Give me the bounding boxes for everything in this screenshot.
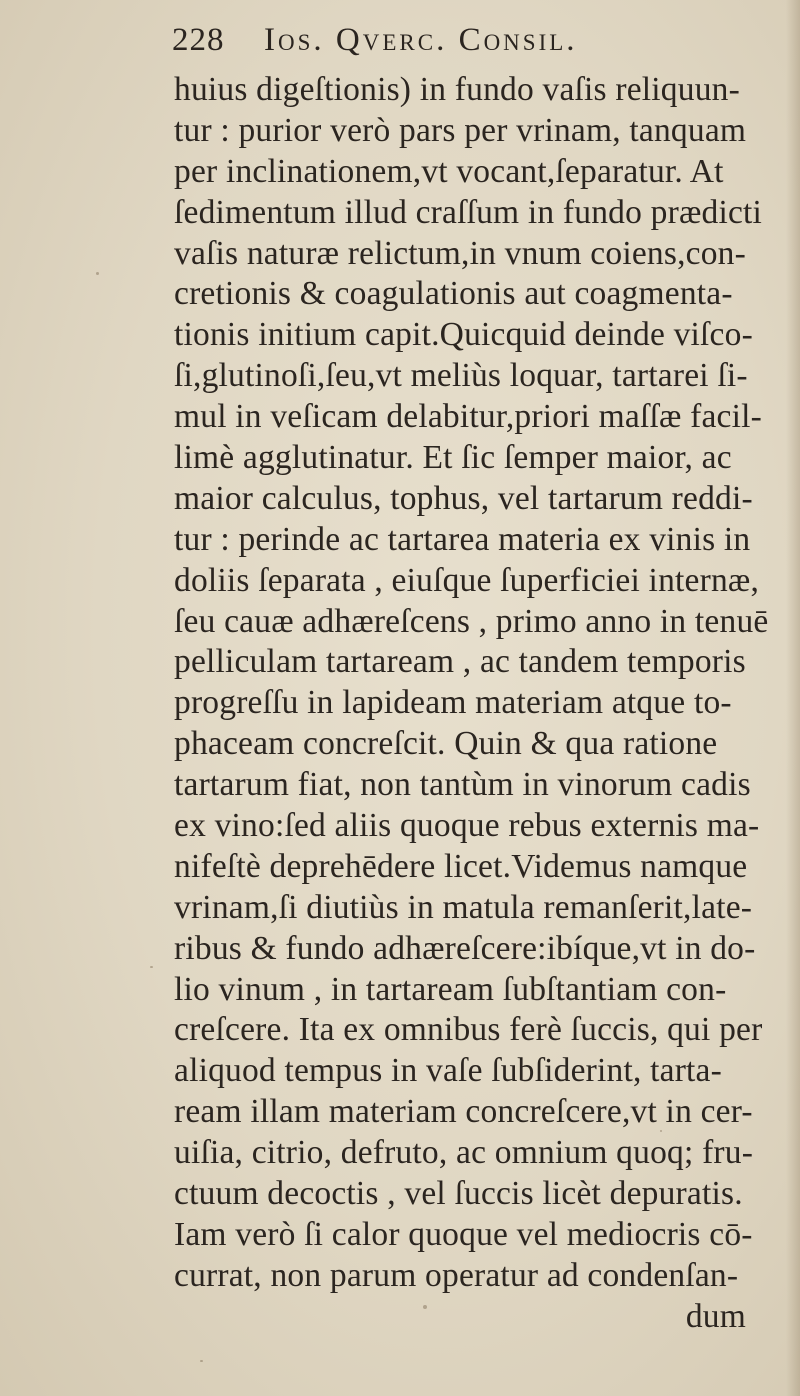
text-line: tionis initium capit.Quicquid deinde viſco- (174, 316, 753, 354)
text-line: ſedimentum illud craſſum in fundo prædicti (174, 193, 763, 231)
text-line: per inclinationem,vt vocant,ſeparatur. At (174, 152, 724, 190)
text-line: ctuum decoctis , vel ſuccis licèt depuratis. (174, 1175, 743, 1213)
text-line: ex vino:ſed aliis quoque rebus externis ma- (174, 807, 760, 845)
text-line: limè agglutinatur. Et ſic ſemper maior, ac (174, 439, 732, 477)
running-head-title: Ios. Qverc. Consil. (264, 22, 578, 58)
text-line: aliquod tempus in vaſe ſubſiderint, tarta- (174, 1052, 722, 1090)
text-line: tur : perinde ac tartarea materia ex vinis in (174, 520, 751, 558)
text-line: vrinam,ſi diutiùs in matula remanſerit,late- (174, 888, 753, 926)
text-line: doliis ſeparata , eiuſque ſuperficiei internæ, (174, 561, 760, 599)
text-block (174, 70, 798, 1338)
text-line: uiſia, citrio, defruto, ac omnium quoq; fru- (174, 1134, 754, 1172)
text-line: vaſis naturæ relictum,in vnum coiens,con- (174, 234, 746, 272)
text-line: mul in veſicam delabitur,priori maſſæ facil- (174, 398, 762, 436)
page-number: 228 (172, 22, 225, 58)
text-line: lio vinum , in tartaream ſubſtantiam con- (174, 970, 727, 1008)
text-line: ribus & fundo adhæreſcere:ibíque,vt in do- (174, 929, 756, 967)
text-line: progreſſu in lapideam materiam atque to- (174, 684, 732, 722)
text-line: nifeſtè deprehēdere licet.Videmus namque (174, 847, 748, 885)
text-line: huius digeſtionis) in fundo vaſis reliquun- (174, 71, 740, 108)
running-header (172, 22, 732, 66)
text-line: pelliculam tartaream , ac tandem temporis (174, 643, 746, 681)
text-line: maior calculus, tophus, vel tartarum reddi- (174, 479, 753, 517)
text-line: Iam verò ſi calor quoque vel mediocris cō- (174, 1215, 753, 1253)
text-line: creſcere. Ita ex omnibus ferè ſuccis, qui per (174, 1011, 763, 1049)
text-line: currat, non parum operatur ad condenſan- (174, 1256, 739, 1294)
text-line: cretionis & coagulationis aut coagmenta- (174, 275, 733, 313)
text-line: ſi,glutinoſi,ſeu,vt meliùs loquar, tartarei ſi- (174, 357, 748, 395)
text-line: phaceam concreſcit. Quin & qua ratione (174, 725, 718, 763)
text-line: ream illam materiam concreſcere,vt in cer- (174, 1093, 753, 1131)
text-line: ſeu cauæ adhæreſcens , primo anno in tenuē (174, 602, 769, 640)
text-line: tur : purior verò pars per vrinam, tanquam (174, 111, 747, 149)
text-line-catchword: dum (685, 1297, 746, 1335)
text-line: tartarum fiat, non tantùm in vinorum cadis (174, 766, 751, 804)
